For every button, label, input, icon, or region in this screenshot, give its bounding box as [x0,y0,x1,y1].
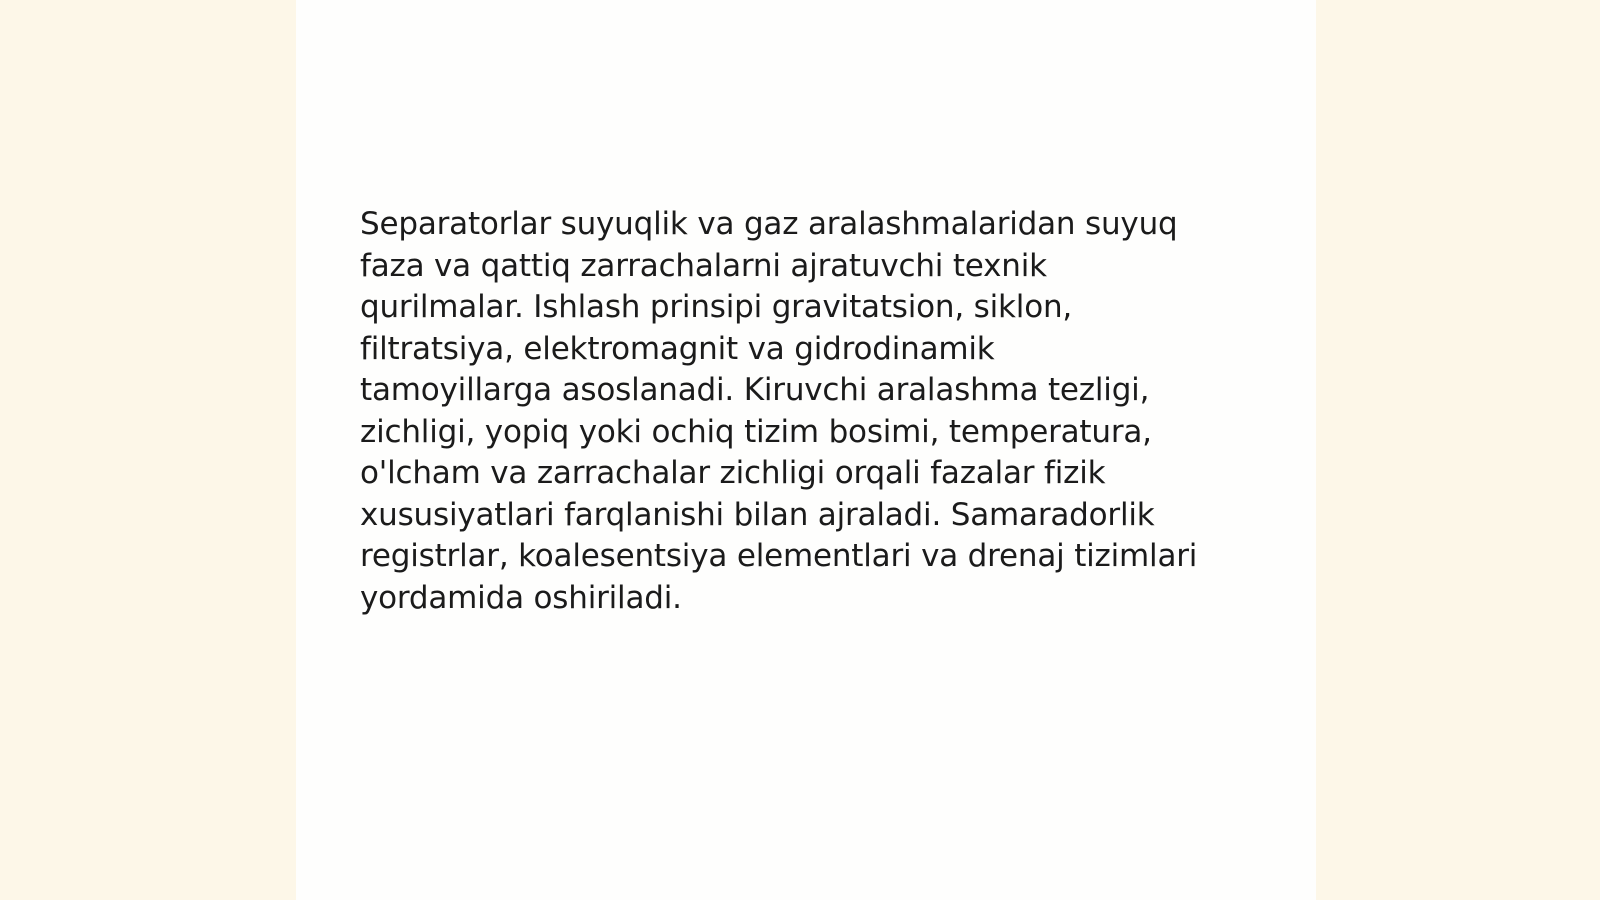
paragraph-line: zichligi, yopiq yoki ochiq tizim bosimi, temperatura, [360,413,1152,450]
paragraph-line: xususiyatlari farqlanishi bilan ajraladi. Samaradorlik [360,496,1155,533]
paragraph-line: yordamida oshiriladi. [360,579,682,616]
body-paragraph [360,204,1260,619]
paragraph-line: faza va qattiq zarrachalarni ajratuvchi texnik [360,247,1047,284]
paragraph-line: Separatorlar suyuqlik va gaz aralashmalaridan suyuq [360,206,1178,242]
paragraph-line: o'lcham va zarrachalar zichligi orqali fazalar fizik [360,455,1106,491]
paragraph-line: registrlar, koalesentsiya elementlari va drenaj tizimlari [360,538,1198,574]
paragraph-line: tamoyillarga asoslanadi. Kiruvchi aralashma tezligi, [360,372,1150,408]
paragraph-line: filtratsiya, elektromagnit va gidrodinamik [360,330,995,367]
document-page [296,0,1316,900]
paragraph-line: qurilmalar. Ishlash prinsipi gravitatsion, siklon, [360,289,1073,325]
